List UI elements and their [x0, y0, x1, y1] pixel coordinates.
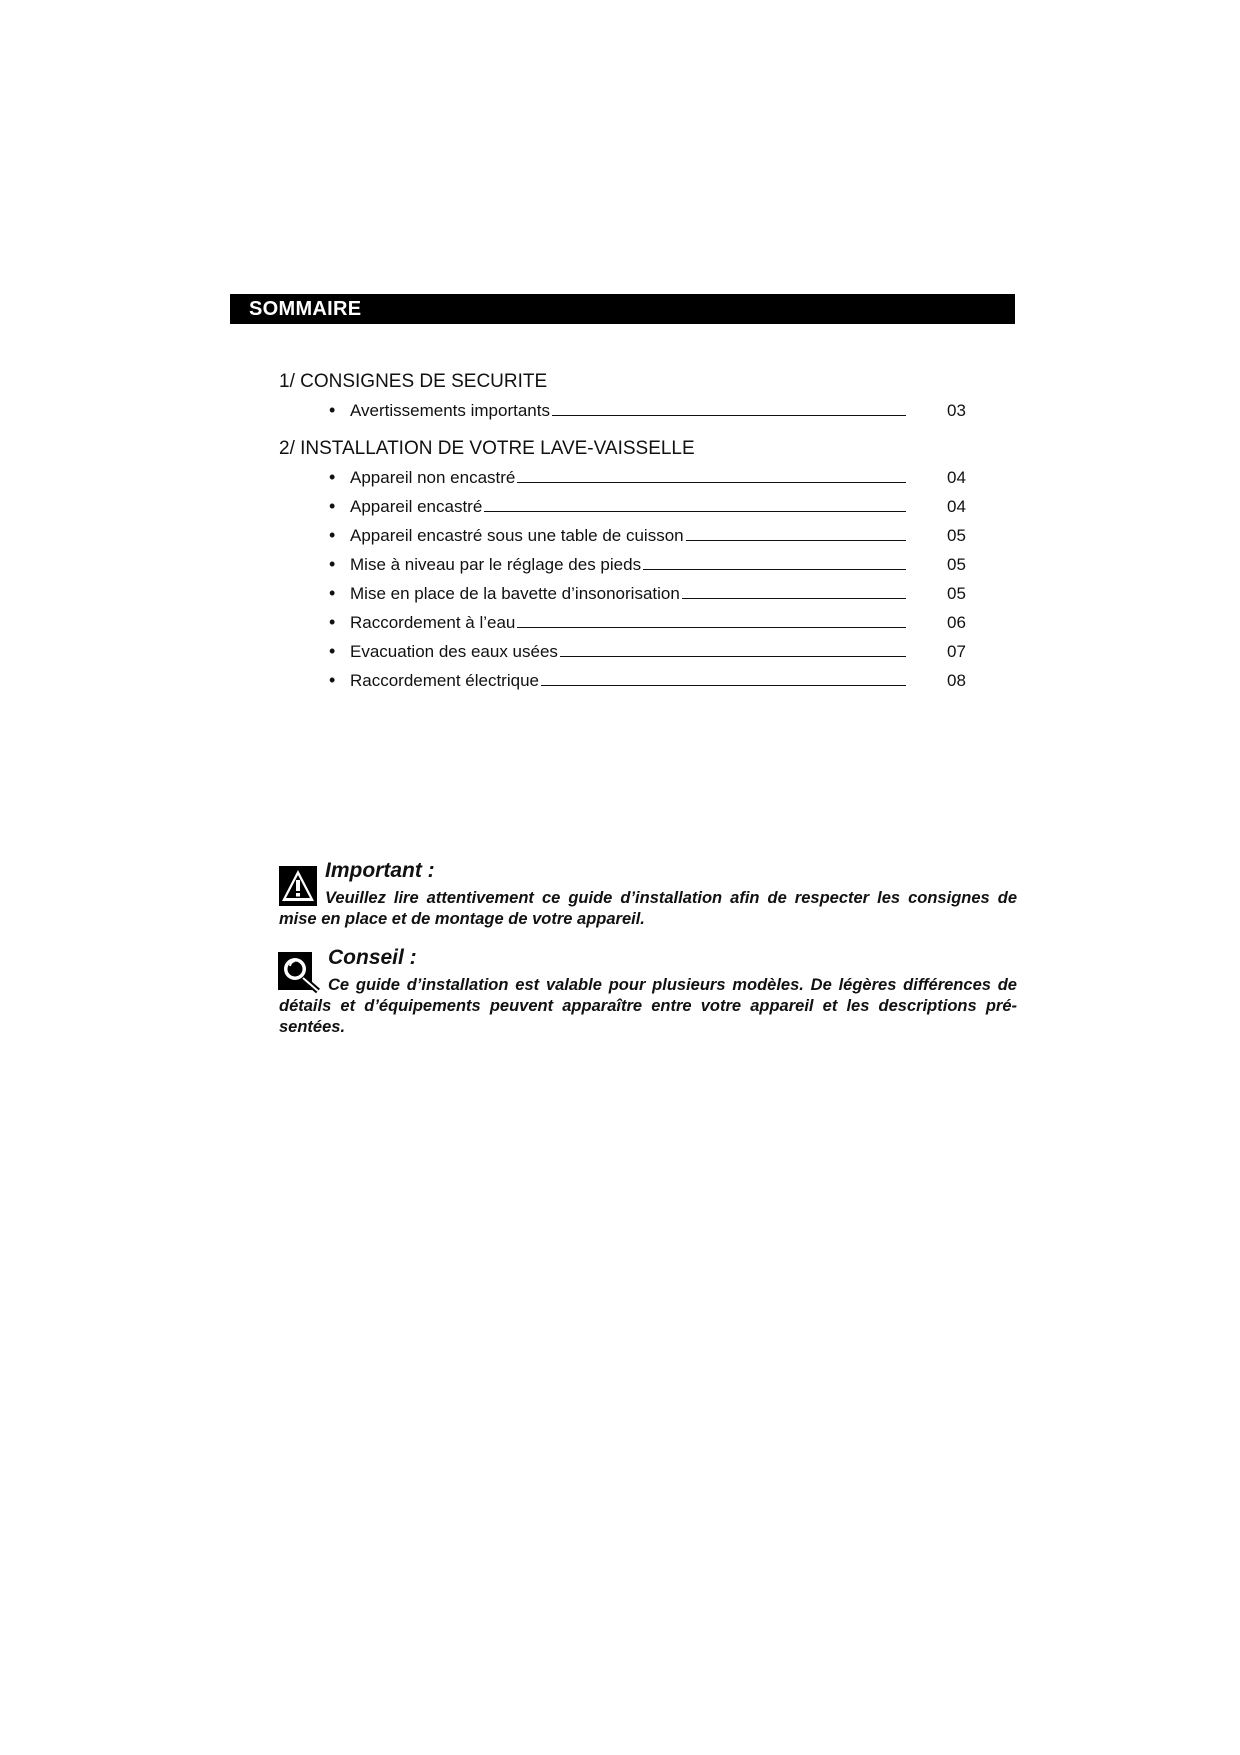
toc-entry[interactable] [279, 492, 1019, 521]
bullet-icon: • [329, 554, 336, 574]
important-note [279, 859, 1017, 930]
toc-page-number: 03 [947, 401, 966, 420]
toc-entry-label: Mise à niveau par le réglage des pieds [350, 550, 643, 579]
table-of-contents [279, 368, 1019, 695]
bullet-icon: • [329, 496, 336, 516]
toc-page-number: 07 [947, 642, 966, 661]
conseil-text: Ce guide d’installation est valable pour plusieurs modèles. De légères différences de détails et d’équipements peuvent apparaître entre votre appareil et les descriptions pré-sentées. [279, 976, 1017, 1036]
toc-entry-label: Appareil encastré [350, 492, 484, 521]
toc-entry[interactable] [279, 396, 1019, 425]
warning-triangle-icon [279, 866, 317, 906]
toc-section-title: 2/ INSTALLATION DE VOTRE LAVE-VAISSELLE [279, 438, 695, 459]
toc-entry[interactable] [279, 608, 1019, 637]
page-title: SOMMAIRE [249, 298, 362, 320]
toc-entry-label: Appareil non encastré [350, 463, 517, 492]
conseil-title: Conseil : [328, 946, 417, 969]
toc-page-number: 04 [947, 468, 966, 487]
toc-entry-label: Evacuation des eaux usées [350, 637, 560, 666]
bullet-icon: • [329, 612, 336, 632]
toc-entry-label: Avertissements importants [350, 396, 552, 425]
toc-page-number: 05 [947, 555, 966, 574]
bullet-icon: • [329, 670, 336, 690]
toc-entry[interactable] [279, 521, 1019, 550]
toc-entry[interactable] [279, 637, 1019, 666]
toc-entry[interactable] [279, 666, 1019, 695]
toc-page-number: 06 [947, 613, 966, 632]
toc-page-number: 08 [947, 671, 966, 690]
toc-entry[interactable] [279, 579, 1019, 608]
bullet-icon: • [329, 467, 336, 487]
toc-page-number: 05 [947, 584, 966, 603]
bullet-icon: • [329, 583, 336, 603]
bullet-icon: • [329, 641, 336, 661]
toc-page-number: 04 [947, 497, 966, 516]
toc-entry-label: Raccordement à l’eau [350, 608, 517, 637]
toc-section-title: 1/ CONSIGNES DE SECURITE [279, 371, 548, 392]
important-title: Important : [325, 859, 435, 882]
toc-entry-label: Mise en place de la bavette d’insonorisation [350, 579, 682, 608]
magnifier-icon [278, 952, 322, 994]
bullet-icon: • [329, 400, 336, 420]
toc-page-number: 05 [947, 526, 966, 545]
toc-entry[interactable] [279, 463, 1019, 492]
toc-entry[interactable] [279, 550, 1019, 579]
bullet-icon: • [329, 525, 336, 545]
toc-entry-label: Appareil encastré sous une table de cuisson [350, 521, 686, 550]
toc-entry-label: Raccordement électrique [350, 666, 541, 695]
conseil-note [279, 946, 1017, 1038]
section-header-banner [230, 294, 1015, 324]
important-text: Veuillez lire attentivement ce guide d’installation afin de respecter les consignes de mise en place et de montage de votre appareil. [279, 889, 1017, 928]
